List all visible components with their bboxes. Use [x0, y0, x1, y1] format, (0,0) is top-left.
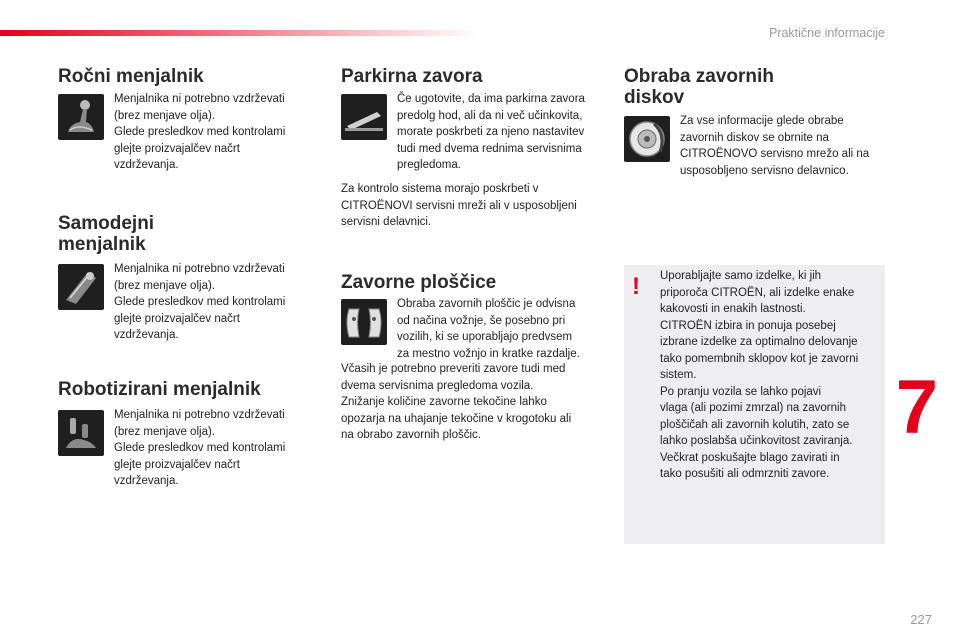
- brake-pads-heading: Zavorne ploščice: [341, 272, 497, 293]
- parking-brake-heading: Parkirna zavora: [341, 66, 483, 87]
- automatic-heading-line2: menjalnik: [58, 234, 146, 255]
- parking-brake-icon: [341, 94, 387, 140]
- brake-disc-icon: [624, 116, 670, 162]
- chapter-number: 7: [895, 365, 938, 450]
- manual-gearbox-heading: Ročni menjalnik: [58, 66, 204, 87]
- manual-gearbox-icon: [58, 94, 104, 140]
- brake-discs-text: Za vse informacije glede obrabe zavornih diskov se obrnite na CITROËNOVO servisno mrežo ali na usposobljeno servisno delavnico.: [680, 115, 870, 177]
- section-header: Praktične informacije: [768, 26, 885, 40]
- parking-brake-text-1: Če ugotovite, da ima parkirna zavora predolg hod, ali da ni več učinkovita, morate poskrbeti za njeno nastavitev tudi med dvema rednima servisnima pregledoma.: [397, 93, 585, 171]
- brake-pads-icon: [341, 299, 387, 345]
- parking-brake-text-2: Za kontrolo sistema morajo poskrbeti v CITROËNOVI servisni mreži ali v usposobljeni servisni delavnici.: [341, 183, 577, 228]
- brake-pads-text-2: Včasih je potrebno preveriti zavore tudi med dvema servisnima pregledoma vozila. Znižanje količine zavorne tekočine lahko opozarja na uhajanje tekočine v krogotoku ali na obrabo zavornih ploščic.: [341, 363, 572, 441]
- robotised-gearbox-heading: Robotizirani menjalnik: [58, 379, 261, 400]
- manual-gearbox-text: Menjalnika ni potrebno vzdrževati (brez menjave olja). Glede presledkov med kontrolami glejte proizvajalčev načrt vzdrževanja.: [114, 93, 286, 171]
- automatic-gearbox-icon: [58, 264, 104, 310]
- warning-icon: !: [632, 273, 640, 300]
- automatic-gearbox-heading: [58, 213, 154, 255]
- page-number: 227: [910, 612, 932, 627]
- robotised-gearbox-icon: [58, 410, 104, 456]
- discs-heading-line2: diskov: [624, 87, 685, 108]
- robotised-gearbox-text: Menjalnika ni potrebno vzdrževati (brez menjave olja). Glede presledkov med kontrolami glejte proizvajalčev načrt vzdrževanja.: [114, 409, 286, 487]
- automatic-heading-line1: Samodejni: [58, 213, 155, 234]
- header-accent-bar: [0, 30, 480, 36]
- warning-note-text: Uporabljajte samo izdelke, ki jih priporoča CITROËN, ali izdelke enake kakovosti in enakih lastnosti. CITROËN izbira in ponuja posebej izbrane izdelke za optimalno delovanje tako pomembnih sklopov kot je zavorni sistem. Po pranju vozila se lahko pojavi vlaga (ali pozimi zmrzal) na zavornih ploščičah ali zavornih kolutih, zato se lahko poslabša učinkovitost zaviranja. Večkrat poskušajte blago zavirati in tako posušiti ali odmrzniti zavore.: [660, 270, 859, 480]
- brake-pads-text-1: Obraba zavornih ploščic je odvisna od načina vožnje, še posebno pri vozilih, ki se uporabljajo predvsem za mestno vožnjo in kratke razdalje.: [397, 298, 580, 360]
- discs-heading-line1: Obraba zavornih: [624, 66, 774, 87]
- brake-discs-heading: [624, 66, 774, 108]
- automatic-gearbox-text: Menjalnika ni potrebno vzdrževati (brez menjave olja). Glede presledkov med kontrolami glejte proizvajalčev načrt vzdrževanja.: [114, 263, 286, 341]
